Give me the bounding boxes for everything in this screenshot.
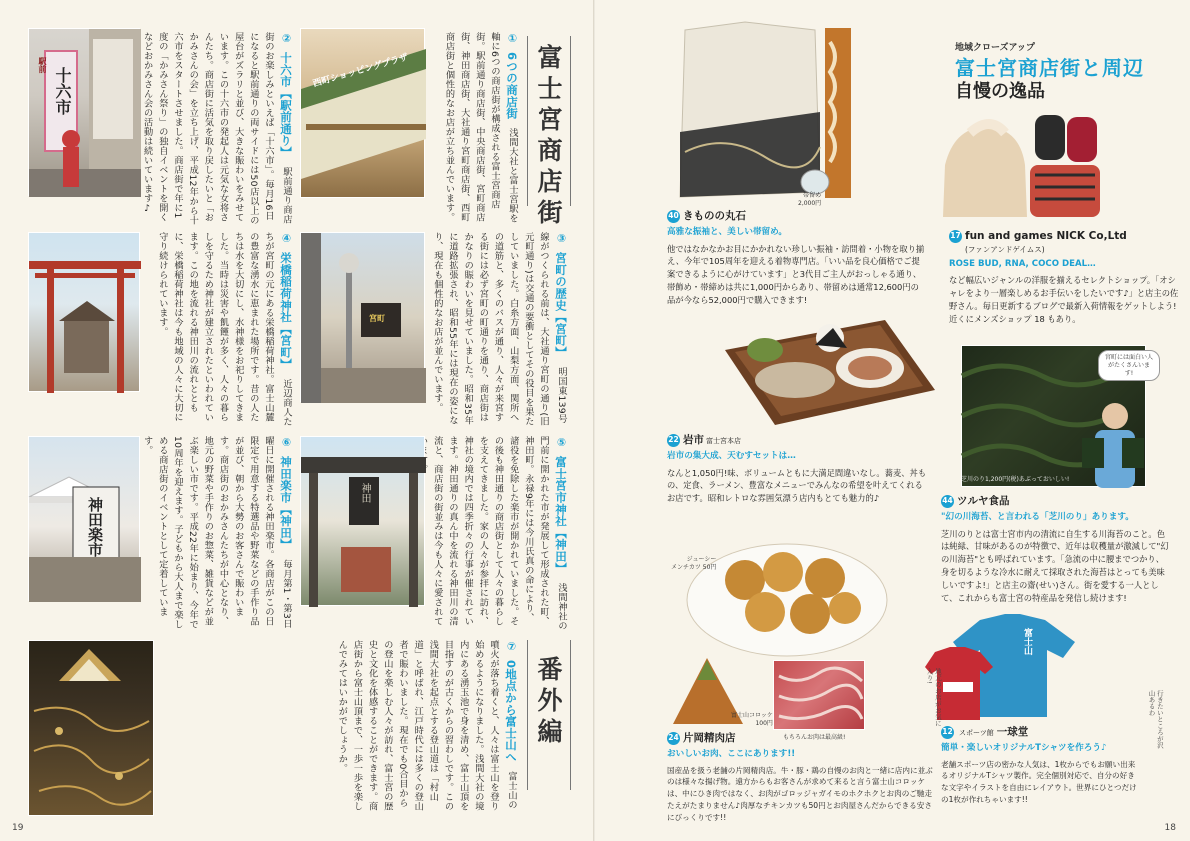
shop-nick-sub: (ファンアンドゲイムス)	[965, 245, 1045, 255]
street-market-illustration	[29, 29, 141, 197]
shop-ikkyudo-name-row	[941, 724, 1141, 740]
shop-nick-name-row	[949, 228, 1179, 244]
tempura-set-illustration	[715, 290, 940, 430]
photo-wagyu	[773, 660, 865, 730]
street-sign-text: 宮町	[369, 314, 385, 323]
shop-nick	[949, 228, 1179, 326]
right-page	[595, 0, 1190, 841]
section-7-heading: 0地点から富士山へ	[504, 659, 518, 763]
flag-text-junroku: 十六市	[53, 67, 72, 115]
photo-iwaichi-set	[715, 290, 940, 430]
shop-nick-body: など幅広いジャンルの洋服を揃えるセレクトショップ。「オシャレをより一層楽しめるお手伝いをしたいです♪」と店主の佐野さん。毎日更新するブログで最新入荷情報をゲットしよう! 近くにメンズショップ 18 もあり。	[949, 275, 1179, 324]
feature-title: 富士宮商店街と周辺	[955, 56, 1144, 80]
gate-illustration	[301, 437, 426, 607]
croquette-plate-illustration	[685, 530, 890, 660]
tshirt-illustration	[925, 612, 1090, 722]
marbled-beef-illustration	[774, 661, 866, 731]
flag-text-ekimae: 駅前	[38, 57, 47, 73]
shop-marusei-catch: 高雅な振袖と、美しい帯留め。	[667, 227, 787, 238]
section-2	[141, 32, 295, 227]
shop-kataoka-name: 片岡精肉店	[683, 732, 736, 744]
section-6	[141, 436, 295, 631]
caption-obidome: 帯留め 2,000円	[798, 192, 822, 207]
extra-title: 番外編	[534, 656, 563, 749]
shop-iwaichi-name-row	[667, 432, 927, 448]
shop-marusei-name: きものの丸石	[683, 210, 746, 222]
shop-ikkyudo-catch: 簡単・楽しいオリジナルTシャツを作ろう♪	[941, 743, 1107, 754]
tshirt-side-note-2: 行きたいところが沢山あるわ	[1147, 690, 1164, 749]
shop-nick-badge: 17	[949, 230, 962, 243]
section-2-number: ②	[280, 32, 293, 46]
section-5-number: ⑤	[555, 436, 568, 450]
photo-fuji-map-painting	[28, 640, 154, 816]
caption-nori-price: 芝川のり1,200円(税)あぶっておいしい!	[961, 476, 1070, 483]
shop-iwaichi-body: なんと1,050円!味、ボリュームともに大満足間違いなし。蕎麦、丼もの、定食、ラーメン、豊富なメニューでみんなの希望を叶えてくれるお店です。昭和レトロな雰囲気漂う店内もとても魅力的♪	[667, 467, 927, 504]
page-title: 富士宮商店街	[534, 44, 563, 230]
caption-meat-quality: もちろんお肉は最高級!	[783, 734, 846, 741]
shop-ikkyudo-body: 老舗スポーツ店の密かな人気は、1枚からでもお願い出来るオリジナルTシャツ製作。完全個別対応で、自分の好きな文字やイラストを自由にレイアウト。世界にひとつだけの1枚が作れちゃいます!!	[941, 759, 1137, 804]
shop-tsuruya-body: 芝川のりとは富士宮市内の清流に自生する川海苔のこと。色は純緑、甘味があるのが特徴で、近年は収穫量が激減して"幻の川海苔"とも呼ばれています。「急流の中に腰までつかり、身を切るような冷水に耐えて採取された海苔はとっても美味しいですよ!」と店主の齋(せい)さん。街を愛する一人として、これからも富士宮の特産品を発信し続けます!	[941, 528, 1169, 603]
market-banner-text: 神田楽市	[86, 497, 104, 557]
section-4-number: ④	[280, 232, 293, 246]
section-7-number: ⑦	[505, 640, 518, 654]
photo-kimono	[665, 22, 860, 202]
shop-kataoka-body: 国産品を扱う老舗の片岡精肉店。牛・豚・鶏の自慢のお肉と一緒に店内に並ぶのは様々な揚げ物。遠方からもお客さんが求めて来ると言う富士山コロッケは、中にひき肉ではなく、お肉がゴロッジャガイモのホクホクとお肉のご馳走たえがたまりません♪肉厚なチキンカツも50円とお肉屋さんだからできる安さにびっくりです!!	[667, 765, 933, 822]
shop-marusei-name-row	[667, 208, 927, 224]
shop-iwaichi-badge: 22	[667, 434, 680, 447]
shop-kataoka-name-row	[667, 730, 937, 746]
section-4-heading: 栄橋稲荷神社【宮町】	[279, 251, 293, 370]
section-2-heading: 十六市【駅前通り】	[279, 51, 293, 158]
kicker-text: 地域クローズアップ	[955, 43, 1035, 53]
section-1-body: 浅間大社と富士宮駅を軸に6つの商店街が構成される富士宮商店街。駅前通り商店街、中央商店街、宮町商店街、神田商店街、大社通り宮町商店街、西町商店街と個性的なお店が立ち並んでいます。	[443, 32, 518, 224]
shop-nick-catch: ROSE BUD, RNA, COCO DEAL…	[949, 258, 1096, 269]
shop-ikkyudo-name: 一球堂	[996, 726, 1029, 738]
shop-kataoka	[667, 730, 937, 823]
shop-iwaichi-catch: 岩市の集大成、天むすセットは…	[667, 451, 796, 462]
caption-fuji-croquette: 富士山コロッケ 100円	[731, 712, 773, 727]
shop-tsuruya-name-row	[941, 493, 1171, 509]
shop-kataoka-badge: 24	[667, 732, 680, 745]
nori-speech-bubble: 宮町には面白い人がたくさんいます!	[1098, 350, 1160, 381]
gate-plaque-text: 神田	[359, 483, 370, 503]
shop-tsuruya-name: ツルヤ食品	[957, 495, 1010, 507]
photo-torii-shrine	[28, 232, 140, 392]
shop-tsuruya-badge: 44	[941, 495, 954, 508]
page-number-right: 18	[1164, 823, 1176, 833]
torii-illustration	[29, 233, 141, 393]
clothes-illustration	[935, 105, 1105, 223]
section-6-body: 毎月第1・第3日曜日に開催される神田楽市。各商店がこの日限定で用意する特選品や野菜などの手作り品が並び、朝から大勢のお客さんで賑わいます。商店街のおかみさんたちが中心となり、地元の野菜や手作りのお惣菜、雑貨などが並ぶ楽しい市です。平成22年に始まり、今年で10周年を迎えます。子どもから大人まで楽しめる商店街のイベントとして定着しています。	[141, 436, 292, 629]
shop-kataoka-catch: おいしいお肉、ここにあります!!	[667, 749, 796, 760]
section-4	[145, 232, 295, 427]
section-3	[431, 232, 570, 427]
shop-iwaichi-sub: 富士宮本店	[706, 437, 741, 445]
section-3-number: ③	[555, 232, 568, 246]
section-1	[435, 32, 521, 227]
photo-tshirts	[925, 612, 1090, 722]
section-7	[160, 640, 520, 812]
shop-nick-name: fun and games NICK Co,Ltd	[965, 230, 1127, 242]
photo-junroku-ichi	[28, 28, 140, 196]
shop-marusei-badge: 40	[667, 210, 680, 223]
section-6-heading: 神田楽市【神田】	[279, 455, 293, 550]
tshirt-print-text: 富士山	[1022, 628, 1032, 655]
photo-kanda-gate	[300, 436, 425, 606]
section-7-body: 富士山の噴火が落ち着くと、人々は富士山を登り始めるようになりました。浅間大社の境内にある湧玉池で身を清め、富士山頂を目指すのが古くからの習わしです。この浅間大社を起点とする登山道は「村山道」と呼ばれ、江戸時代には多くの登山者で賑わいました。現在でも0合目からの登山を楽しむ人々が訪れ、富士宮の歴史と文化を体感することができます。商店街から富士山頂まで、一歩一歩を楽しんでみてはいかがでしょうか。	[336, 640, 517, 811]
photo-miyamachi-street	[300, 232, 425, 402]
shop-ikkyudo	[941, 724, 1141, 806]
section-5	[420, 436, 570, 631]
section-4-body: 近辺商人たちが宮町の元にある栄橋稲荷神社。富士山麓の豊富な湧水に恵まれた場所です。昔の人たちは水を大切にし、水神様をお祀りしてきました。当時は災害や飢饉が多く、人々の暮らしを守るため神社が建立されたといわれています。この地を流れる神田川の流れとともに、栄橋稲荷神社は今も地域の人々に大切に守り続けられています。	[156, 232, 292, 427]
kimono-illustration	[665, 22, 860, 202]
page-number-left: 19	[12, 823, 24, 833]
shop-tsuruya	[941, 493, 1171, 605]
shop-ikkyudo-sub: スポーツ館	[959, 729, 994, 737]
section-5-body: 浅間神社の門前に開かれた市が発展して形成された町、神田町。永禄9年には今川氏真の命により、諸役を免除した楽市が開かれていました。その後も神田通りの商店街として人々の暮らしを支えてきました。家の人々が参拝に訪れ、神社の境内では四季折々の行事が催されています。神田通りの真ん中を流れる神田川の清流と、商店街の街並みは今も人々に愛されて	[431, 436, 567, 631]
section-3-heading: 宮町の歴史【宮町】	[554, 251, 568, 358]
section-3-body: 明国東139号線がつくられる前は、大社通り宮町の通り(旧元町通り)は交通の要衝としてその役目を果たしていました。白糸方面、山梨方面、関所への道筋と、多くのバスが通り、人々が来宮する街には必ず宮町の町通りを通り、商店街はかなりの賑わいを見せていました。昭和35年に道路拡張され、昭和55年には現在の姿になり、現在も個性的なお店が並んでいます。	[431, 232, 567, 426]
street-illustration	[301, 233, 426, 403]
caption-juicy-menchi: ジューシー メンチカツ 50円	[671, 556, 717, 571]
photo-clothes	[935, 105, 1105, 223]
section-1-number: ①	[506, 32, 519, 46]
shop-ikkyudo-badge: 12	[941, 726, 954, 739]
shop-iwaichi-name: 岩市	[683, 434, 704, 446]
mandala-illustration	[29, 641, 155, 817]
section-1-heading: 6つの商店街	[505, 51, 519, 119]
photo-nishimachi-arcade	[300, 28, 425, 198]
photo-kanda-rakuichi	[28, 436, 140, 601]
shop-tsuruya-catch: "幻の川海苔、と言われる「芝川のり」あります。	[941, 512, 1134, 523]
photo-croquettes	[685, 530, 890, 660]
shop-iwaichi	[667, 432, 927, 505]
arcade-sign-text: 西町ショッピングプラザ	[311, 52, 410, 90]
tshirt-side-note: 地元のお店がお気に入り!	[925, 668, 942, 727]
feature-subtitle: 自慢の逸品	[955, 81, 1045, 102]
section-6-number: ⑥	[280, 436, 293, 450]
section-2-body: 駅前通り商店街のお楽しみといえば「十六市」。毎月16日になると駅前通りの両サイドには50店以上の屋台がズラリと並び、大きな賑わいをみせています。この十六市の発起人は元気な女将さんたち。商店街に活気を取り戻したいと「おかみさんの会」を立ち上げ、平成12年から十六市をスタートさせました。商店街で年に1度の「かみさん祭り」の独自イベントを開くなどおかみさん会の活動は続いています♪	[141, 32, 292, 225]
shop-marusei-body: 他ではなかなかお目にかかれない珍しい振袖・訪問着・小物を取り揃え、今年で105周年を迎える着物専門店。「いい品を良心価格でご提案できるように心がけています」と3代目ご主人がおっしゃる通り、帯飾め・帯締めは共に1,000円からあり、帯留めは通常12,600円の品が今なら52,000円で購入できます!	[667, 243, 925, 306]
section-5-heading: 富士宮市神社【神田】	[554, 455, 568, 574]
